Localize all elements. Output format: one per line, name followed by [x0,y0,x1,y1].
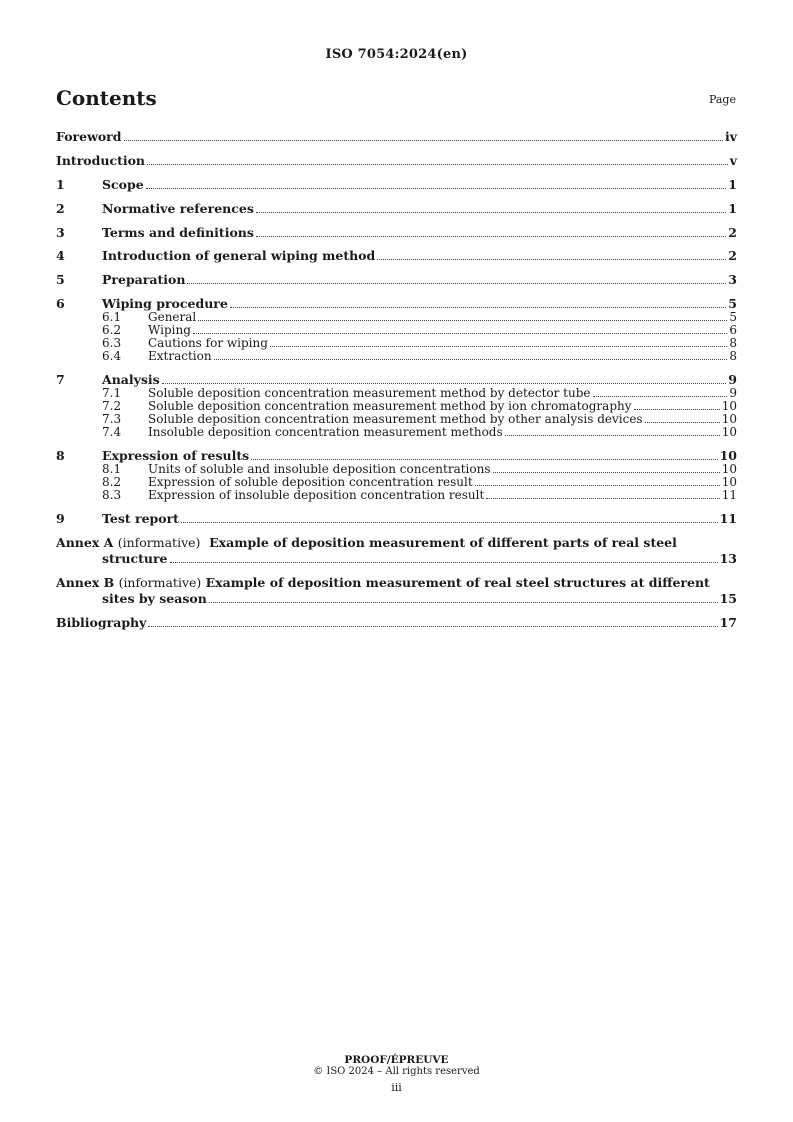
annex-title-line1: Example of deposition measurement of different parts of real steel [209,534,677,550]
toc-number: 8.3 [102,488,122,503]
toc-entry-annex-b[interactable] [56,575,737,606]
annex-title-line1: Example of deposition measurement of real steel structures at different [205,574,710,590]
toc-page: 10 [719,448,737,464]
page-footer [0,1054,793,1094]
toc-page: 10 [721,425,737,440]
toc-title: Cautions for wiping [148,336,268,351]
toc-page: 8 [729,336,737,351]
dot-leader [146,188,727,189]
dot-leader [214,359,728,360]
contents-title: Contents [56,86,157,110]
toc-number: 4 [56,248,65,264]
toc-entry-section-1[interactable] [56,177,737,192]
toc-title: General [148,310,197,325]
toc-title: Analysis [102,372,160,388]
toc-page: 11 [719,510,737,526]
toc-page: 11 [721,488,737,503]
toc-entry-8-3[interactable] [56,489,737,502]
toc-number: 1 [56,176,65,192]
dot-leader [634,409,720,410]
toc-page: 2 [728,248,737,264]
toc-title: Soluble deposition concentration measurement method by ion chromatography [148,399,632,414]
toc-number: 7.2 [102,399,122,414]
dot-leader [209,602,718,603]
proof-label: PROOF/ÉPREUVE [344,1054,449,1066]
toc-entry-section-9[interactable] [56,511,737,526]
dot-leader [486,498,719,499]
dot-leader [198,320,727,321]
toc-page: 9 [729,386,737,401]
toc-title: Wiping procedure [102,296,228,312]
toc-number: 6.1 [102,310,122,325]
toc-number: 8.2 [102,475,122,490]
toc-entry-section-7[interactable] [56,372,737,387]
toc-page: v [729,152,737,168]
toc-title: Introduction of general wiping method [102,248,376,264]
dot-leader [256,236,726,237]
toc-title: Insoluble deposition concentration measurement methods [148,425,503,440]
toc-page: 1 [728,176,737,192]
dot-leader [162,383,727,384]
toc-number: 7 [56,372,65,388]
toc-entry-bibliography[interactable] [56,615,737,630]
toc-page: 6 [729,323,737,338]
toc-entry-annex-a[interactable] [56,535,737,566]
toc-title: Extraction [148,349,212,364]
toc-title: Scope [102,176,144,192]
toc-page: 13 [719,550,737,566]
annex-type: (informative) [118,574,202,590]
toc-page: 9 [728,372,737,388]
toc-title: Expression of soluble deposition concentration result [148,475,473,490]
toc-title: Test report [102,510,179,526]
toc-title: Soluble deposition concentration measurement method by other analysis devices [148,412,643,427]
toc-page: 1 [728,200,737,216]
toc-entry-section-6[interactable] [56,296,737,311]
toc-page: 17 [719,614,737,630]
toc-title: Bibliography [56,614,147,630]
toc-title: Units of soluble and insoluble deposition concentrations [148,462,491,477]
toc-page: 10 [721,475,737,490]
page-number: iii [391,1081,402,1094]
annex-label: Annex A [56,534,114,550]
dot-leader [187,283,726,284]
toc-number: 7.1 [102,386,122,401]
toc-entry-section-8[interactable] [56,448,737,463]
toc-page: 10 [721,462,737,477]
toc-title: Soluble deposition concentration measurement method by detector tube [148,386,591,401]
toc-number: 6 [56,296,65,312]
toc-title: Introduction [56,152,146,168]
toc-page: 3 [728,272,737,288]
toc-entry-foreword[interactable] [56,129,737,144]
toc-page: 5 [729,310,737,325]
dot-leader [148,626,717,627]
toc-title: Expression of results [102,448,250,464]
annex-title-line2: sites by season [102,590,207,606]
toc-number: 8 [56,448,65,464]
toc-entry-6-4[interactable] [56,350,737,363]
dot-leader [593,396,728,397]
annex-title-line2: structure [102,550,168,566]
dot-leader [493,472,720,473]
toc-number: 6.2 [102,323,122,338]
page-column-label: Page [708,93,736,106]
toc-number: 6.3 [102,336,122,351]
toc-title: Foreword [56,129,122,144]
toc-page: 10 [721,412,737,427]
toc-title: Terms and definitions [102,224,254,240]
dot-leader [475,485,720,486]
toc-entry-section-5[interactable] [56,272,737,287]
dot-leader [124,140,723,141]
toc-number: 2 [56,200,65,216]
table-of-contents [56,129,737,630]
dot-leader [270,346,727,347]
dot-leader [230,307,726,308]
annex-label: Annex B [56,574,115,590]
dot-leader [377,259,726,260]
dot-leader [181,522,718,523]
toc-number: 3 [56,224,65,240]
dot-leader [505,435,720,436]
dot-leader [170,562,718,563]
toc-entry-section-2[interactable] [56,201,737,216]
toc-page: 8 [729,349,737,364]
toc-title: Wiping [148,323,191,338]
toc-number: 8.1 [102,462,122,477]
toc-title: Preparation [102,272,186,288]
dot-leader [193,333,727,334]
toc-entry-section-3[interactable] [56,225,737,240]
toc-page: 2 [728,224,737,240]
dot-leader [147,164,728,165]
toc-entry-7-4[interactable] [56,426,737,439]
document-header: ISO 7054:2024(en) [325,47,468,62]
toc-title: Normative references [102,200,254,216]
toc-number: 6.4 [102,349,122,364]
toc-number: 7.4 [102,425,122,440]
dot-leader [251,459,717,460]
dot-leader [645,422,720,423]
toc-title: Expression of insoluble deposition concentration result [148,488,485,503]
toc-page: iv [724,129,737,144]
dot-leader [256,212,726,213]
toc-number: 7.3 [102,412,122,427]
toc-entry-section-4[interactable] [56,248,737,263]
toc-page: 10 [721,399,737,414]
toc-number: 9 [56,510,65,526]
toc-entry-introduction[interactable] [56,153,737,168]
copyright-notice: © ISO 2024 – All rights reserved [313,1066,480,1077]
toc-page: 5 [728,296,737,312]
annex-type: (informative) [117,534,201,550]
toc-number: 5 [56,272,65,288]
toc-page: 15 [719,590,737,606]
